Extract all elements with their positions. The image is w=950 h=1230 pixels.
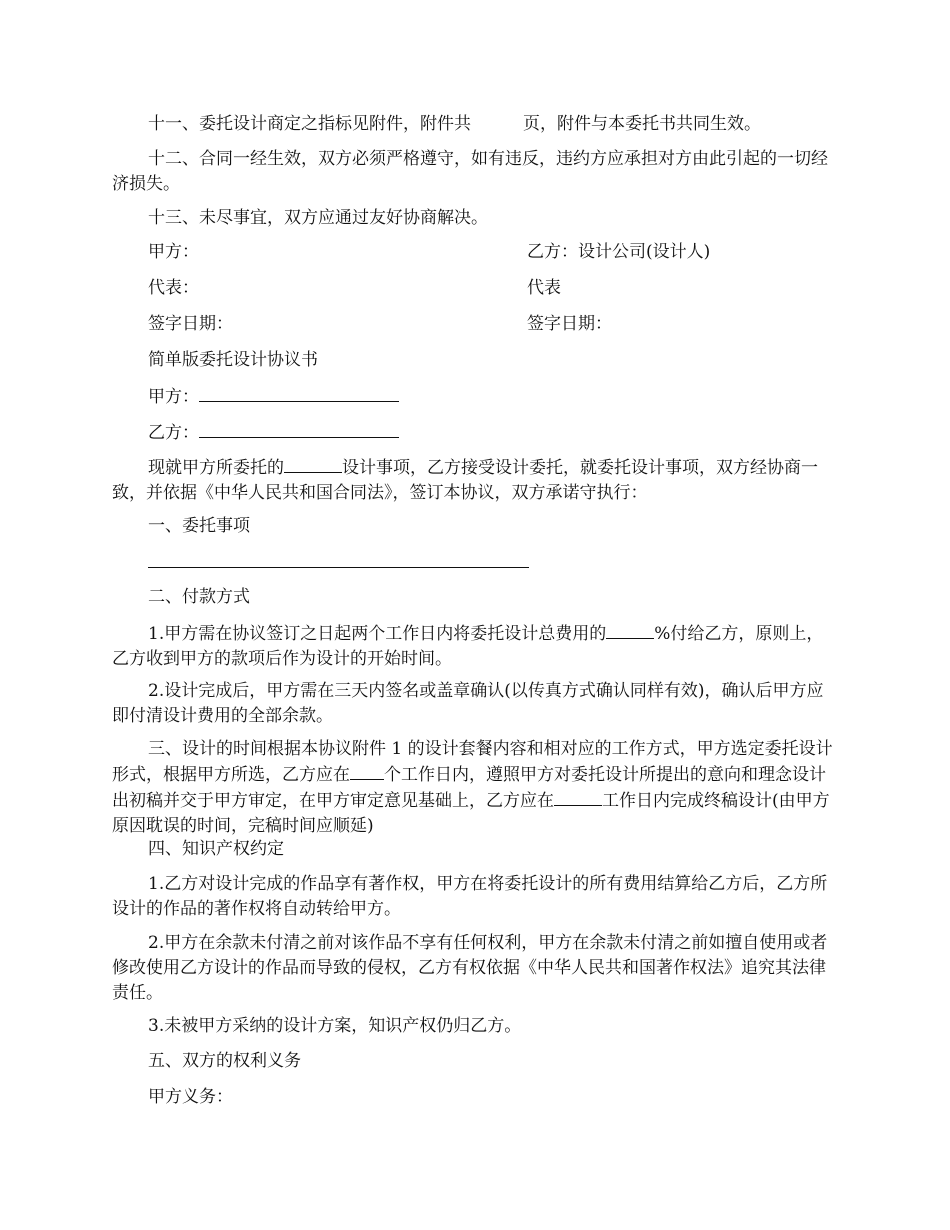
simple-party-b-blank (199, 420, 399, 438)
simple-party-b-label: 乙方： (148, 423, 199, 443)
section-3-days-blank-1 (350, 762, 384, 780)
signature-rep-a: 代表： (148, 278, 199, 298)
section-1-blank-rule (148, 567, 529, 568)
simple-intro-blank (284, 455, 342, 473)
clause-11 (112, 112, 838, 137)
signature-rep-b: 代表 (527, 278, 561, 298)
signature-party-b: 乙方：设计公司(设计人) (527, 242, 711, 262)
section-4-para-1: 1.乙方对设计完成的作品享有著作权，甲方在将委托设计的所有费用结算给乙方后，乙方所设计的作品的著作权将自动转给甲方。 (112, 874, 828, 919)
clause-11-text-before: 十一、委托设计商定之指标见附件，附件共 (148, 114, 471, 134)
simple-agreement-title: 简单版委托设计协议书 (148, 350, 318, 370)
simple-party-b (148, 420, 399, 446)
section-2-title: 二、付款方式 (148, 587, 250, 607)
clause-13: 十三、未尽事宜，双方应通过友好协商解决。 (148, 208, 488, 228)
signature-party-a: 甲方： (148, 242, 199, 262)
section-1-title: 一、委托事项 (148, 516, 250, 536)
clause-11-text-after: 页，附件与本委托书共同生效。 (523, 114, 761, 134)
clause-12: 十二、合同一经生效，双方必须严格遵守，如有违反，违约方应承担对方由此引起的一切经济损失。 (112, 149, 828, 194)
simple-party-a (148, 384, 399, 410)
section-2-para-1-text-b: %付给乙方，原则上，乙方收到甲方的款项后作为设计的开始时间。 (112, 624, 824, 669)
simple-intro (112, 455, 838, 506)
simple-party-a-blank (199, 384, 399, 402)
section-4-para-3: 3.未被甲方采纳的设计方案，知识产权仍归乙方。 (148, 1016, 522, 1036)
section-3-text-c: 工作日内完成终稿设计(由甲方原因耽误的时间，完稿时间应顺延) (112, 791, 830, 836)
simple-intro-text-2: 设计事项，乙方接受设计委托，就委托设计事项，双方经协商一致，并依据《中华人民共和国合同法》，签订本协议，双方承诺守执行： (112, 458, 818, 503)
section-5-title: 五、双方的权利义务 (148, 1051, 301, 1071)
simple-intro-text-1: 现就甲方所委托的 (148, 458, 284, 478)
section-3-text-a: 三、设计的时间根据本协议附件 1 的设计套餐内容和相对应的工作方式，甲方选定委托设计形式，根据甲方所选，乙方应在 (112, 739, 833, 785)
section-2-para-1 (112, 621, 838, 672)
signature-date-a: 签字日期： (148, 314, 233, 334)
section-2-para-2: 2.设计完成后，甲方需在三天内签名或盖章确认(以传真方式确认同样有效)，确认后甲方应即付清设计费用的全部余款。 (112, 681, 824, 726)
simple-party-a-label: 甲方： (148, 387, 199, 407)
signature-date-b: 签字日期： (527, 314, 612, 334)
section-4-para-2: 2.甲方在余款未付清之前对该作品不享有任何权利，甲方在余款未付清之前如擅自使用或者修改使用乙方设计的作品而导致的侵权，乙方有权依据《中华人民共和国著作权法》追究其法律责任。 (112, 933, 828, 1003)
section-2-para-1-text-a: 1.甲方需在协议签订之日起两个工作日内将委托设计总费用的 (148, 624, 607, 644)
section-3-text-b: 个工作日内，遵照甲方对委托设计所提出的意向和理念设计出初稿并交于甲方审定，在甲方审定意见基础上，乙方应在 (112, 765, 826, 811)
section-3-days-blank-2 (554, 788, 602, 806)
section-3-para (112, 737, 838, 839)
section-2-percent-blank (606, 621, 654, 639)
section-4-title: 四、知识产权约定 (148, 839, 284, 859)
section-5-party-a-duties: 甲方义务： (148, 1087, 233, 1107)
